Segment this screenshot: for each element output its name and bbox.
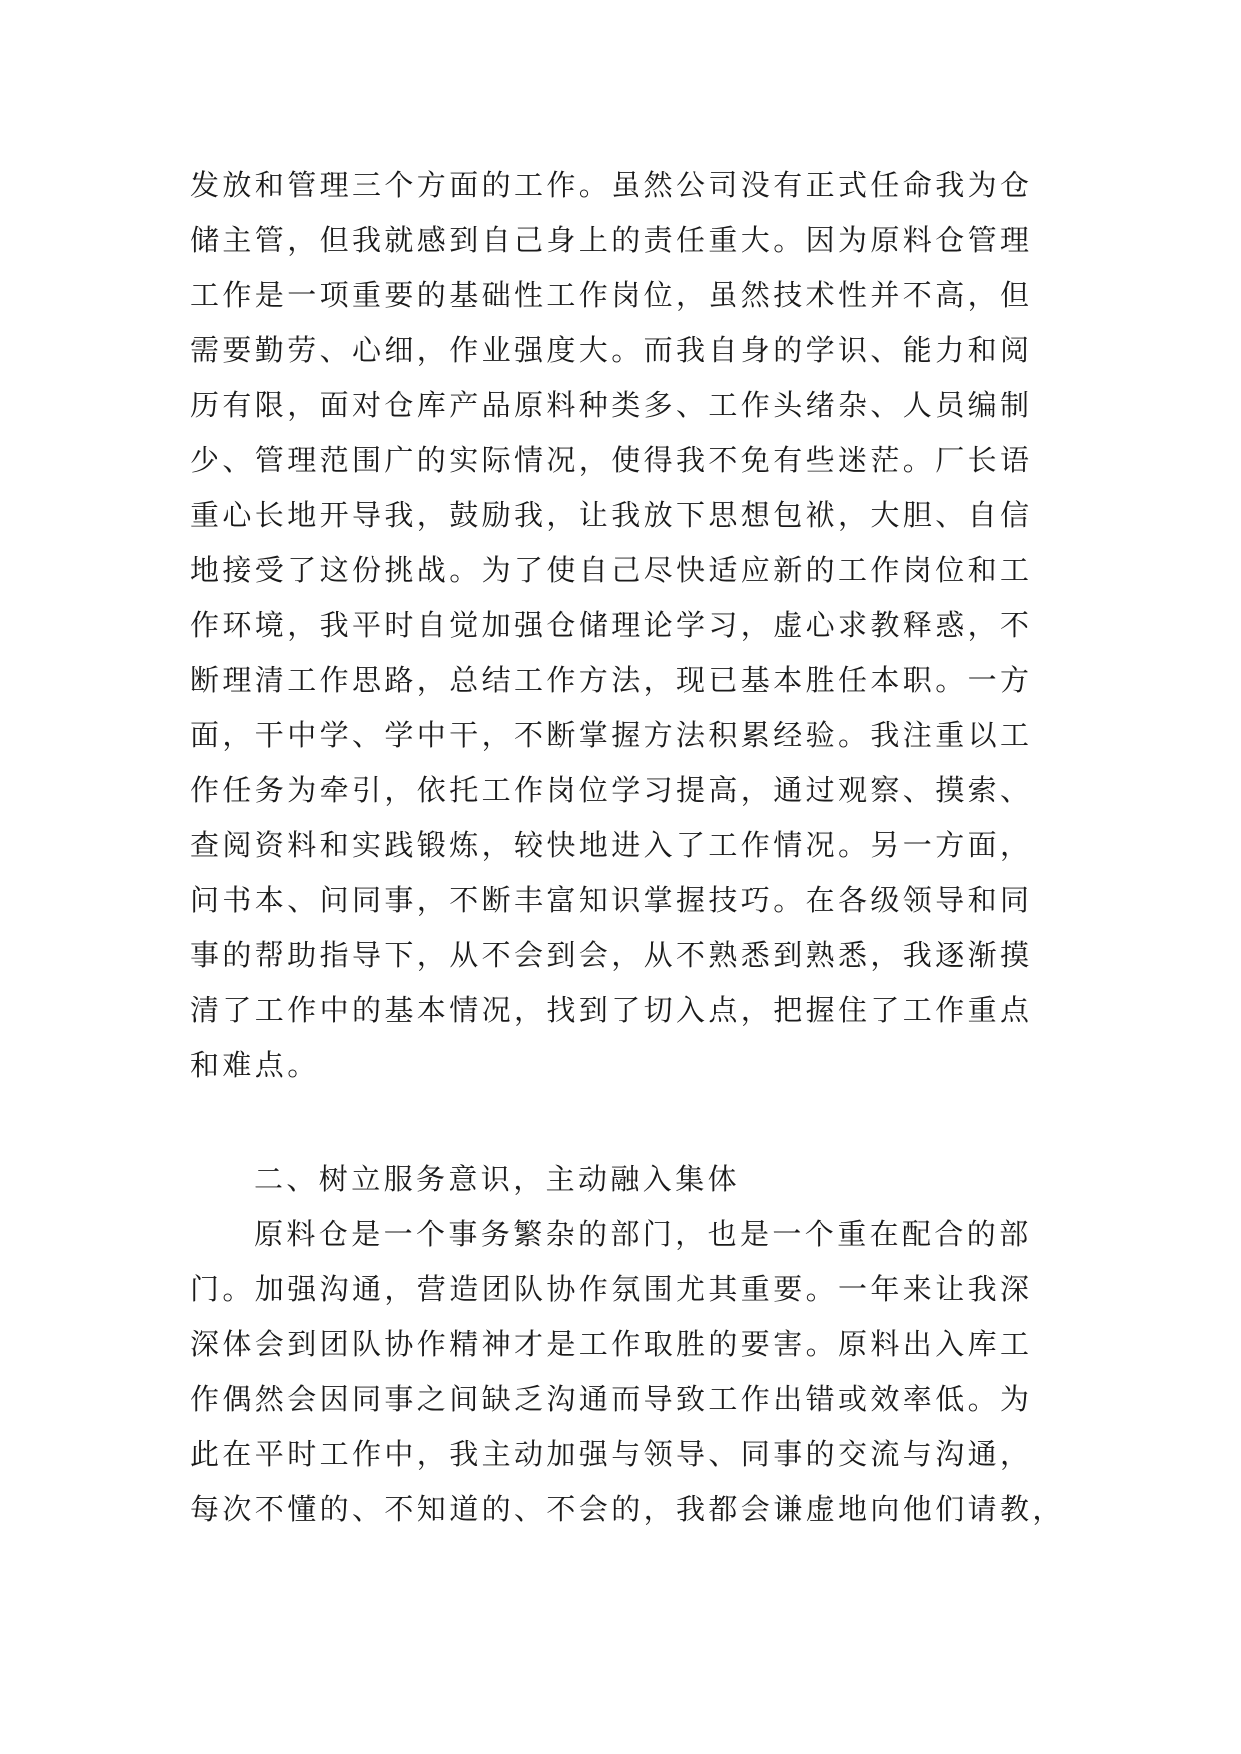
paragraph-line: 此在平时工作中，我主动加强与领导、同事的交流与沟通， [190,1437,1033,1471]
paragraph-line: 和难点。 [190,1048,320,1082]
paragraph-line: 工作是一项重要的基础性工作岗位，虽然技术性并不高，但 [190,278,1033,312]
paragraph-line: 断理清工作思路，总结工作方法，现已基本胜任本职。一方 [190,663,1033,697]
paragraph-line: 事的帮助指导下，从不会到会，从不熟悉到熟悉，我逐渐摸 [190,938,1033,972]
section-one-paragraph [190,158,1070,1093]
paragraph-line: 面，干中学、学中干，不断掌握方法积累经验。我注重以工 [190,718,1033,752]
paragraph-line: 原料仓是一个事务繁杂的部门，也是一个重在配合的部 [254,1217,1032,1251]
paragraph-line: 重心长地开导我，鼓励我，让我放下思想包袱，大胆、自信 [190,498,1033,532]
paragraph-line: 发放和管理三个方面的工作。虽然公司没有正式任命我为仓 [190,168,1033,202]
paragraph-line: 门。加强沟通，营造团队协作氛围尤其重要。一年来让我深 [190,1272,1033,1306]
paragraph-line: 问书本、问同事，不断丰富知识掌握技巧。在各级领导和同 [190,883,1033,917]
paragraph-line: 清了工作中的基本情况，找到了切入点，把握住了工作重点 [190,993,1033,1027]
paragraph-line: 作偶然会因同事之间缺乏沟通而导致工作出错或效率低。为 [190,1382,1033,1416]
paragraph-line: 作环境，我平时自觉加强仓储理论学习，虚心求教释惑，不 [190,608,1033,642]
paragraph-line: 历有限，面对仓库产品原料种类多、工作头绪杂、人员编制 [190,388,1033,422]
paragraph-line: 储主管，但我就感到自己身上的责任重大。因为原料仓管理 [190,223,1033,257]
paragraph-line: 作任务为牵引，依托工作岗位学习提高，通过观察、摸索、 [190,773,1033,807]
paragraph-line: 每次不懂的、不知道的、不会的，我都会谦虚地向他们请教， [190,1492,1065,1526]
paragraph-line: 地接受了这份挑战。为了使自己尽快适应新的工作岗位和工 [190,553,1033,587]
paragraph-line: 深体会到团队协作精神才是工作取胜的要害。原料出入库工 [190,1327,1033,1361]
paragraph-line: 查阅资料和实践锻炼，较快地进入了工作情况。另一方面， [190,828,1033,862]
paragraph-line: 少、管理范围广的实际情况，使得我不免有些迷茫。厂长语 [190,443,1033,477]
section-two [190,1152,1070,1537]
paragraph-line: 需要勤劳、心细，作业强度大。而我自身的学识、能力和阅 [190,333,1033,367]
section-heading: 二、树立服务意识，主动融入集体 [254,1162,741,1196]
